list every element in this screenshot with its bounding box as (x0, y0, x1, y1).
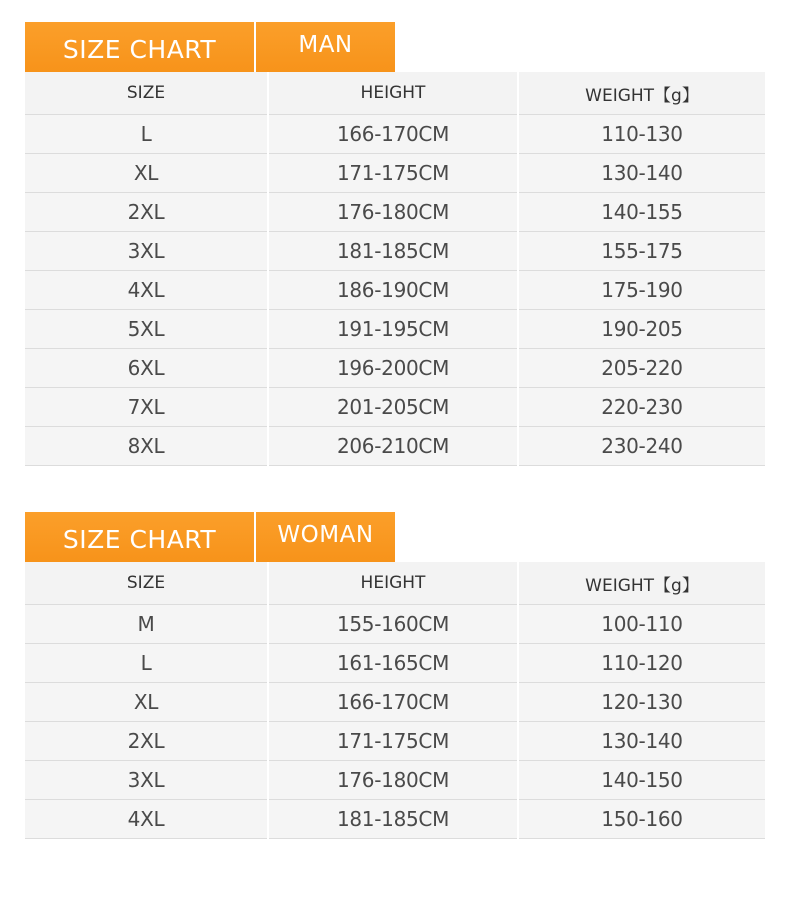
table-row (25, 193, 765, 232)
height-column-header: HEIGHT (268, 562, 518, 605)
woman-chart-header (25, 512, 765, 562)
table-row (25, 605, 765, 644)
weight-cell: 120-130 (518, 683, 765, 722)
size-cell: 8XL (25, 427, 268, 466)
weight-column-header: WEIGHT【g】 (518, 562, 765, 605)
table-row (25, 232, 765, 271)
size-cell: L (25, 644, 268, 683)
table-row (25, 427, 765, 466)
size-cell: 2XL (25, 722, 268, 761)
table-row (25, 154, 765, 193)
weight-cell: 175-190 (518, 271, 765, 310)
size-column-header: SIZE (25, 562, 268, 605)
table-row (25, 800, 765, 839)
height-cell: 171-175CM (268, 154, 518, 193)
weight-cell: 110-130 (518, 115, 765, 154)
size-cell: 4XL (25, 800, 268, 839)
table-row (25, 722, 765, 761)
size-cell: M (25, 605, 268, 644)
woman-size-chart (25, 512, 765, 839)
weight-cell: 140-155 (518, 193, 765, 232)
size-cell: 4XL (25, 271, 268, 310)
man-gender-label: MAN (256, 22, 395, 72)
table-row (25, 761, 765, 800)
height-cell: 181-185CM (268, 232, 518, 271)
size-column-header: SIZE (25, 72, 268, 115)
table-row (25, 271, 765, 310)
table-row (25, 115, 765, 154)
size-cell: 6XL (25, 349, 268, 388)
size-cell: XL (25, 154, 268, 193)
weight-cell: 190-205 (518, 310, 765, 349)
weight-cell: 130-140 (518, 722, 765, 761)
height-cell: 196-200CM (268, 349, 518, 388)
height-cell: 176-180CM (268, 761, 518, 800)
man-chart-title: SIZE CHART (25, 22, 254, 72)
woman-size-table (25, 562, 765, 839)
weight-cell: 110-120 (518, 644, 765, 683)
weight-cell: 230-240 (518, 427, 765, 466)
height-cell: 201-205CM (268, 388, 518, 427)
weight-cell: 220-230 (518, 388, 765, 427)
table-row (25, 388, 765, 427)
man-size-chart (25, 22, 765, 466)
size-cell: XL (25, 683, 268, 722)
height-cell: 171-175CM (268, 722, 518, 761)
size-cell: 2XL (25, 193, 268, 232)
table-row (25, 349, 765, 388)
size-cell: 7XL (25, 388, 268, 427)
height-cell: 181-185CM (268, 800, 518, 839)
woman-gender-label: WOMAN (256, 512, 395, 562)
woman-table-header-row (25, 562, 765, 605)
height-cell: 166-170CM (268, 115, 518, 154)
weight-cell: 100-110 (518, 605, 765, 644)
weight-cell: 140-150 (518, 761, 765, 800)
height-cell: 155-160CM (268, 605, 518, 644)
height-cell: 161-165CM (268, 644, 518, 683)
table-row (25, 683, 765, 722)
man-table-header-row (25, 72, 765, 115)
weight-cell: 130-140 (518, 154, 765, 193)
height-cell: 191-195CM (268, 310, 518, 349)
man-chart-header (25, 22, 765, 72)
weight-cell: 155-175 (518, 232, 765, 271)
man-size-table (25, 72, 765, 466)
height-cell: 206-210CM (268, 427, 518, 466)
weight-cell: 150-160 (518, 800, 765, 839)
height-cell: 186-190CM (268, 271, 518, 310)
size-cell: 3XL (25, 232, 268, 271)
woman-chart-title: SIZE CHART (25, 512, 254, 562)
size-cell: 3XL (25, 761, 268, 800)
table-row (25, 310, 765, 349)
weight-cell: 205-220 (518, 349, 765, 388)
size-cell: L (25, 115, 268, 154)
weight-column-header: WEIGHT【g】 (518, 72, 765, 115)
height-cell: 166-170CM (268, 683, 518, 722)
table-row (25, 644, 765, 683)
size-cell: 5XL (25, 310, 268, 349)
height-cell: 176-180CM (268, 193, 518, 232)
height-column-header: HEIGHT (268, 72, 518, 115)
